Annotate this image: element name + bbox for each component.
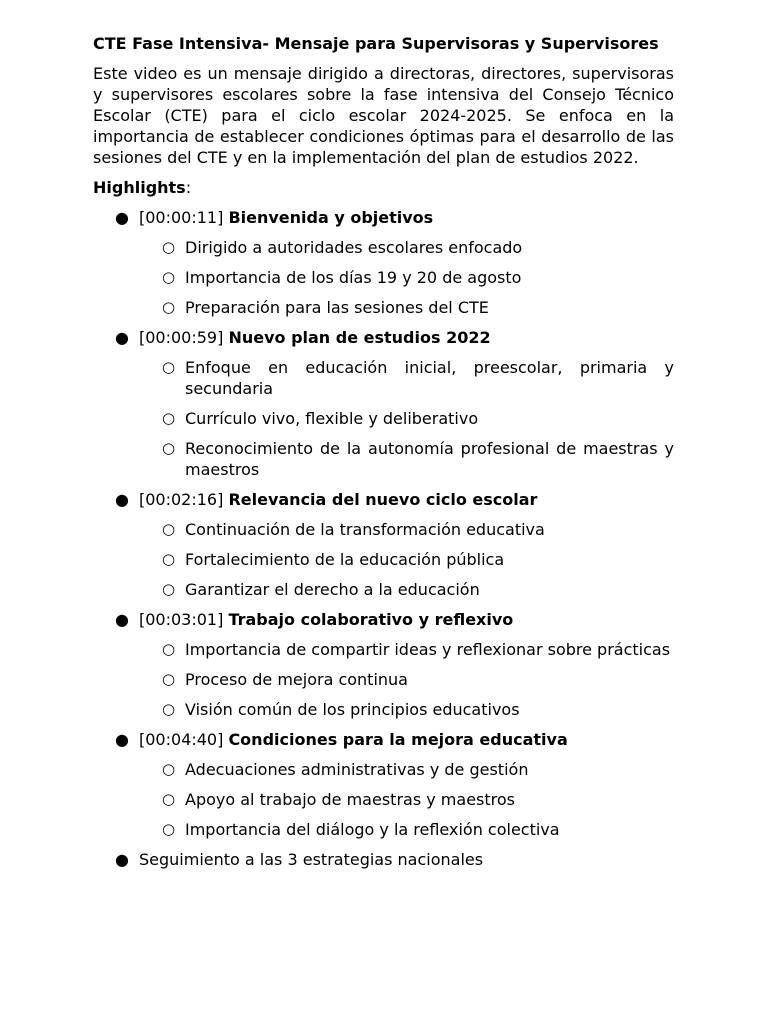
circle-bullet-icon: ○ — [162, 520, 176, 538]
highlight-item — [93, 609, 674, 720]
sub-item-text: Importancia de compartir ideas y reflexionar sobre prácticas — [185, 640, 671, 659]
circle-bullet-icon: ○ — [162, 760, 176, 778]
highlight-text: Seguimiento a las 3 estrategias nacionales — [139, 850, 484, 869]
bullet-icon: ● — [115, 490, 129, 509]
sub-item — [139, 408, 674, 429]
highlight-sublist — [139, 357, 674, 480]
circle-bullet-icon: ○ — [162, 700, 176, 718]
bullet-icon: ● — [115, 610, 129, 629]
sub-item-text: Currículo vivo, flexible y deliberativo — [185, 409, 479, 428]
circle-bullet-icon: ○ — [162, 820, 176, 838]
highlight-timestamp: [00:00:59] — [139, 328, 224, 347]
circle-bullet-icon: ○ — [162, 550, 176, 568]
bullet-icon: ● — [115, 208, 129, 227]
highlights-label: Highlights — [93, 178, 186, 197]
highlights-list — [93, 207, 674, 870]
sub-item — [139, 549, 674, 570]
circle-bullet-icon: ○ — [162, 238, 176, 256]
sub-item — [139, 759, 674, 780]
highlight-timestamp: [00:00:11] — [139, 208, 224, 227]
sub-item-text: Apoyo al trabajo de maestras y maestros — [185, 790, 515, 809]
document-title: CTE Fase Intensiva- Mensaje para Supervisoras y Supervisores — [93, 34, 659, 53]
sub-item — [139, 639, 674, 660]
sub-item — [139, 789, 674, 810]
sub-item-text: Proceso de mejora continua — [185, 670, 408, 689]
sub-item — [139, 579, 674, 600]
sub-item — [139, 699, 674, 720]
sub-item — [139, 237, 674, 258]
highlight-sublist — [139, 519, 674, 600]
sub-item-text: Importancia del diálogo y la reflexión colectiva — [185, 820, 560, 839]
highlight-sublist — [139, 759, 674, 840]
circle-bullet-icon: ○ — [162, 409, 176, 427]
highlight-topic: Trabajo colaborativo y reflexivo — [228, 610, 514, 629]
sub-item-text: Reconocimiento de la autonomía profesional de maestras y maestros — [185, 439, 674, 479]
bullet-icon: ● — [115, 730, 129, 749]
highlight-item — [93, 489, 674, 600]
highlight-sublist — [139, 639, 674, 720]
highlights-colon: : — [185, 178, 192, 197]
circle-bullet-icon: ○ — [162, 358, 176, 376]
highlight-topic: Relevancia del nuevo ciclo escolar — [228, 490, 538, 509]
sub-item-text: Importancia de los días 19 y 20 de agosto — [185, 268, 522, 287]
highlights-heading — [93, 177, 674, 198]
sub-item — [139, 519, 674, 540]
sub-item-text: Dirigido a autoridades escolares enfocado — [185, 238, 523, 257]
circle-bullet-icon: ○ — [162, 439, 176, 457]
sub-item-text: Enfoque en educación inicial, preescolar, primaria y secundaria — [185, 358, 674, 398]
sub-item — [139, 267, 674, 288]
highlight-sublist — [139, 237, 674, 318]
highlight-item — [93, 729, 674, 840]
circle-bullet-icon: ○ — [162, 580, 176, 598]
highlight-item — [93, 207, 674, 318]
sub-item — [139, 297, 674, 318]
bullet-icon: ● — [115, 328, 129, 347]
sub-item-text: Adecuaciones administrativas y de gestión — [185, 760, 529, 779]
sub-item-text: Continuación de la transformación educativa — [185, 520, 545, 539]
highlight-topic: Bienvenida y objetivos — [228, 208, 434, 227]
sub-item-text: Garantizar el derecho a la educación — [185, 580, 480, 599]
sub-item-text: Fortalecimiento de la educación pública — [185, 550, 505, 569]
sub-item-text: Preparación para las sesiones del CTE — [185, 298, 489, 317]
highlight-topic: Nuevo plan de estudios 2022 — [228, 328, 491, 347]
intro-paragraph: Este video es un mensaje dirigido a directoras, directores, supervisoras y supervisores escolares sobre la fase intensiva del Consejo Técnico Escolar (CTE) para el ciclo escolar 2024-2025. Se enfoca en la importancia de establecer condiciones óptimas para el desarrollo de las sesiones del CTE y en la implementación del plan de estudios 2022. — [93, 64, 674, 167]
circle-bullet-icon: ○ — [162, 298, 176, 316]
highlight-timestamp: [00:02:16] — [139, 490, 224, 509]
circle-bullet-icon: ○ — [162, 640, 176, 658]
sub-item — [139, 819, 674, 840]
highlight-timestamp: [00:04:40] — [139, 730, 224, 749]
sub-item-text: Visión común de los principios educativos — [185, 700, 520, 719]
sub-item — [139, 669, 674, 690]
highlight-item — [93, 327, 674, 480]
highlight-item — [93, 849, 674, 870]
circle-bullet-icon: ○ — [162, 790, 176, 808]
circle-bullet-icon: ○ — [162, 268, 176, 286]
sub-item — [139, 357, 674, 399]
bullet-icon: ● — [115, 850, 129, 869]
highlight-timestamp: [00:03:01] — [139, 610, 224, 629]
circle-bullet-icon: ○ — [162, 670, 176, 688]
sub-item — [139, 438, 674, 480]
highlight-topic: Condiciones para la mejora educativa — [228, 730, 568, 749]
